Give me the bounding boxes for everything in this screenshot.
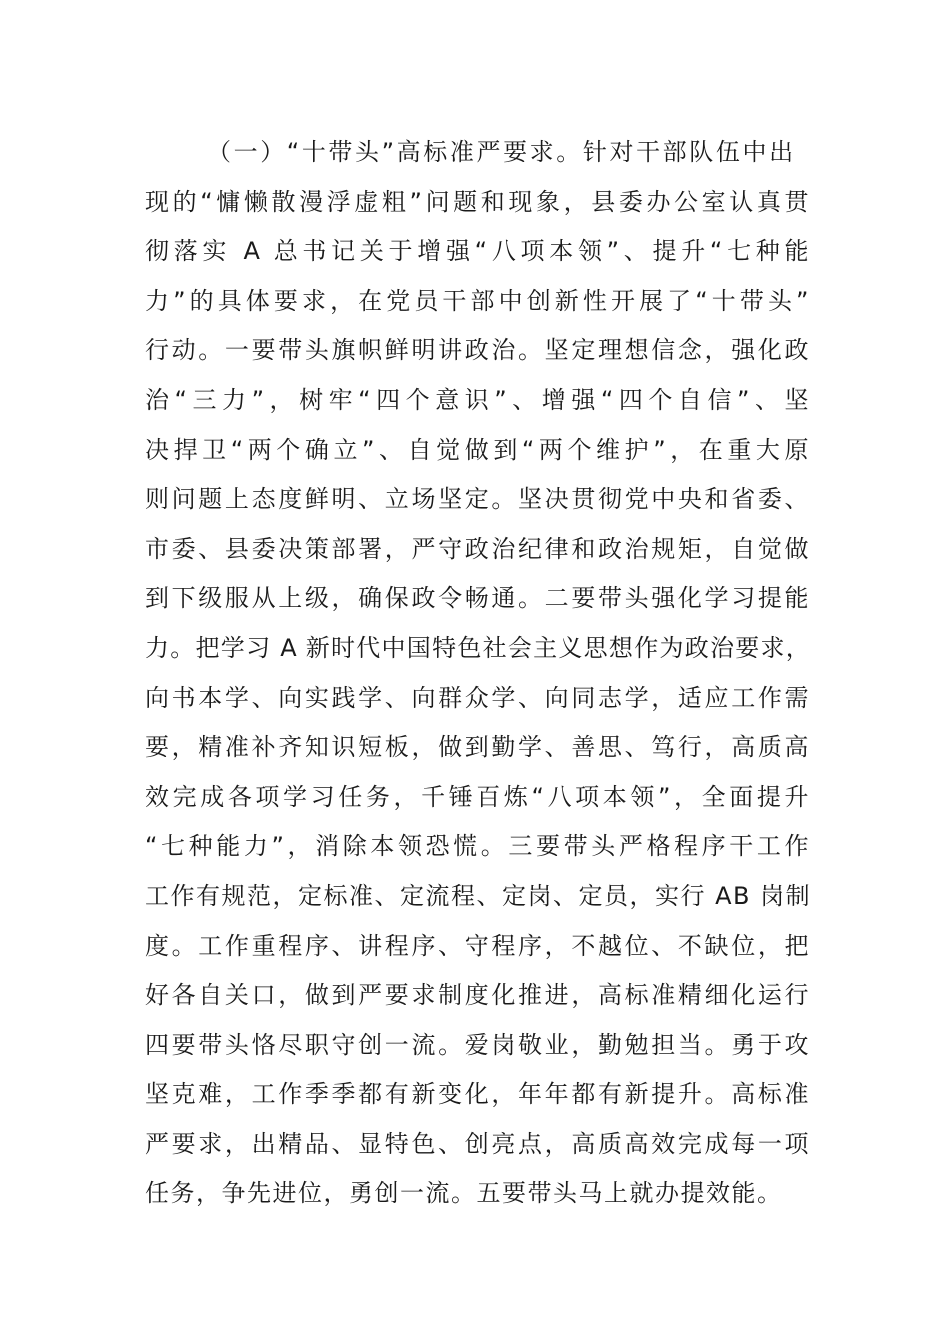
text-line: 到下级服从上级，确保政令畅通。二要带头强化学习提能 bbox=[145, 584, 810, 613]
text-line: 现的“慵懒散漫浮虚粗”问题和现象，县委办公室认真贯 bbox=[145, 187, 810, 216]
text-line: 则问题上态度鲜明、立场坚定。坚决贯彻党中央和省委、 bbox=[145, 485, 810, 514]
text-line: 要，精准补齐知识短板，做到勤学、善思、笃行，高质高 bbox=[145, 733, 810, 762]
text-line: 力。把学习 A 新时代中国特色社会主义思想作为政治要求， bbox=[145, 633, 810, 662]
text-line: 效完成各项学习任务，千锤百炼“八项本领”，全面提升 bbox=[145, 782, 810, 811]
text-line: 市委、县委决策部署，严守政治纪律和政治规矩，自觉做 bbox=[145, 534, 810, 563]
text-line: 严要求，出精品、显特色、创亮点，高质高效完成每一项 bbox=[145, 1129, 810, 1158]
text-line: “七种能力”，消除本领恐慌。三要带头严格程序干工作 bbox=[145, 832, 810, 861]
paragraph bbox=[145, 128, 810, 1219]
text-line: 度。工作重程序、讲程序、守程序，不越位、不缺位，把 bbox=[145, 931, 810, 960]
text-line: 行动。一要带头旗帜鲜明讲政治。坚定理想信念，强化政 bbox=[145, 336, 810, 365]
text-line: 彻落实 A 总书记关于增强“八项本领”、提升“七种能 bbox=[145, 237, 810, 266]
first-line: （一）“十带头”高标准严要求。针对干部队伍中出 bbox=[207, 138, 796, 166]
text-line: 向书本学、向实践学、向群众学、向同志学，适应工作需 bbox=[145, 683, 810, 712]
text-line: 决捍卫“两个确立”、自觉做到“两个维护”，在重大原 bbox=[145, 435, 810, 464]
text-line: 四要带头恪尽职守创一流。爱岗敬业，勤勉担当。勇于攻 bbox=[145, 1030, 810, 1059]
text-line: 力”的具体要求，在党员干部中创新性开展了“十带头” bbox=[145, 286, 810, 315]
text-line: 工作有规范，定标准、定流程、定岗、定员，实行 AB 岗制 bbox=[145, 881, 812, 910]
text-line: 治“三力”，树牢“四个意识”、增强“四个自信”、坚 bbox=[145, 385, 810, 414]
last-line: 任务，争先进位，勇创一流。五要带头马上就办提效能。 bbox=[145, 1179, 783, 1208]
text-line: 好各自关口，做到严要求制度化推进，高标准精细化运行 bbox=[145, 981, 810, 1010]
text-line: 坚克难，工作季季都有新变化，年年都有新提升。高标准 bbox=[145, 1080, 810, 1109]
